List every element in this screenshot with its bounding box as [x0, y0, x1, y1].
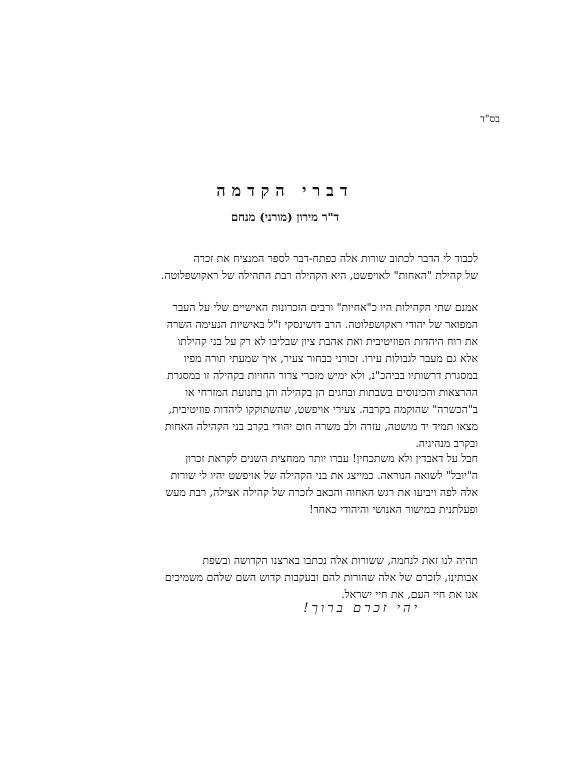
- text-line: ב"הכשרה" שהוקמה בקרבה. צעירי אויפשט, שהשתוקקו ליהדות פוזיטיבית,: [168, 403, 478, 416]
- text-line: תהיה לנו זאת לנחמה, ששורות אלה נכתבו בארצנו הקדושה ובשפת: [202, 554, 478, 567]
- text-line: ה"יובל" לשואה הנוראה. כמייצג את בני הקהילה של אויפשט יהיו לי שורות: [170, 469, 478, 482]
- text-line: אנו את חיי העם, את חיי ישראל.: [341, 588, 478, 601]
- text-line: חבל על דאבדין ולא משתכחין! עברו יותר ממחצית השנים לקראת זכרון: [185, 452, 478, 465]
- text-line: לכבוד לי הדבר לכתוב שורות אלה כפתח-דבר לספר המנציח את זכרה: [193, 252, 478, 265]
- paragraph-1: [98, 250, 478, 284]
- text-line: המפואר של יהודי ראקושפלוטה. הרב דושינסקי ז"ל באישיות הנעימה השרה: [166, 318, 478, 331]
- closing-blessing: יהי זכרם ברוך!: [303, 601, 420, 616]
- paragraph-3: [98, 450, 478, 518]
- text-line: של קהילת "האחות" לאויפשט, היא הקהילה רבת התהילה של ראקושפלוטה.: [160, 269, 478, 282]
- author-name: ד"ר מירון (מורני) מנחם: [230, 210, 340, 224]
- text-line: את רוח היהדות הפוזיטיבית ואת אהבת ציון שבליבו לא רק על בני קהילתו: [177, 335, 478, 348]
- text-line: במסגרת דרשותיו בביהכ"נ, ולא ימיש מזכרי צרור החויות בקהילה זו במסגרת: [167, 369, 478, 382]
- text-line: אלה לפה ויביעו את רגש האחוה והכאב לזכרה של קהילה אצילה, רבת מעש: [165, 486, 478, 499]
- page-title: דברי הקדמה: [216, 181, 354, 200]
- text-line: ובקרב מנהיגיה.: [415, 437, 478, 450]
- text-line: מצאו תמיד יד מושטה, עזרה ולב משרה חום יהודי בקרב בני הקהילה האחות: [164, 420, 478, 433]
- paragraph-2: [98, 299, 478, 452]
- text-line: אמנם שתי הקהילות היו כ"אחיות" ורבים הזכרונות האישיים שלי על העבר: [172, 301, 478, 314]
- paragraph-4: [98, 552, 478, 603]
- text-line: אלא גם מעבר לגבולות עירו. זכורני כבחור צעיר, איך שמעתי תורה מפיו: [183, 352, 478, 365]
- text-line: ופעלתנית במישור האנושי והיהודי כאחד!: [309, 503, 478, 516]
- text-line: אבותינו, לזכרם של אלה שהורות להם ובעקבות קדוש השם שלהם משמיכים: [164, 571, 478, 584]
- bsd-header: בס"ד: [480, 114, 500, 125]
- text-line: ההרצאות והכינוסים בשבתות ובחגים הן בקהילה והן בתנועת המזרחי או: [185, 386, 478, 399]
